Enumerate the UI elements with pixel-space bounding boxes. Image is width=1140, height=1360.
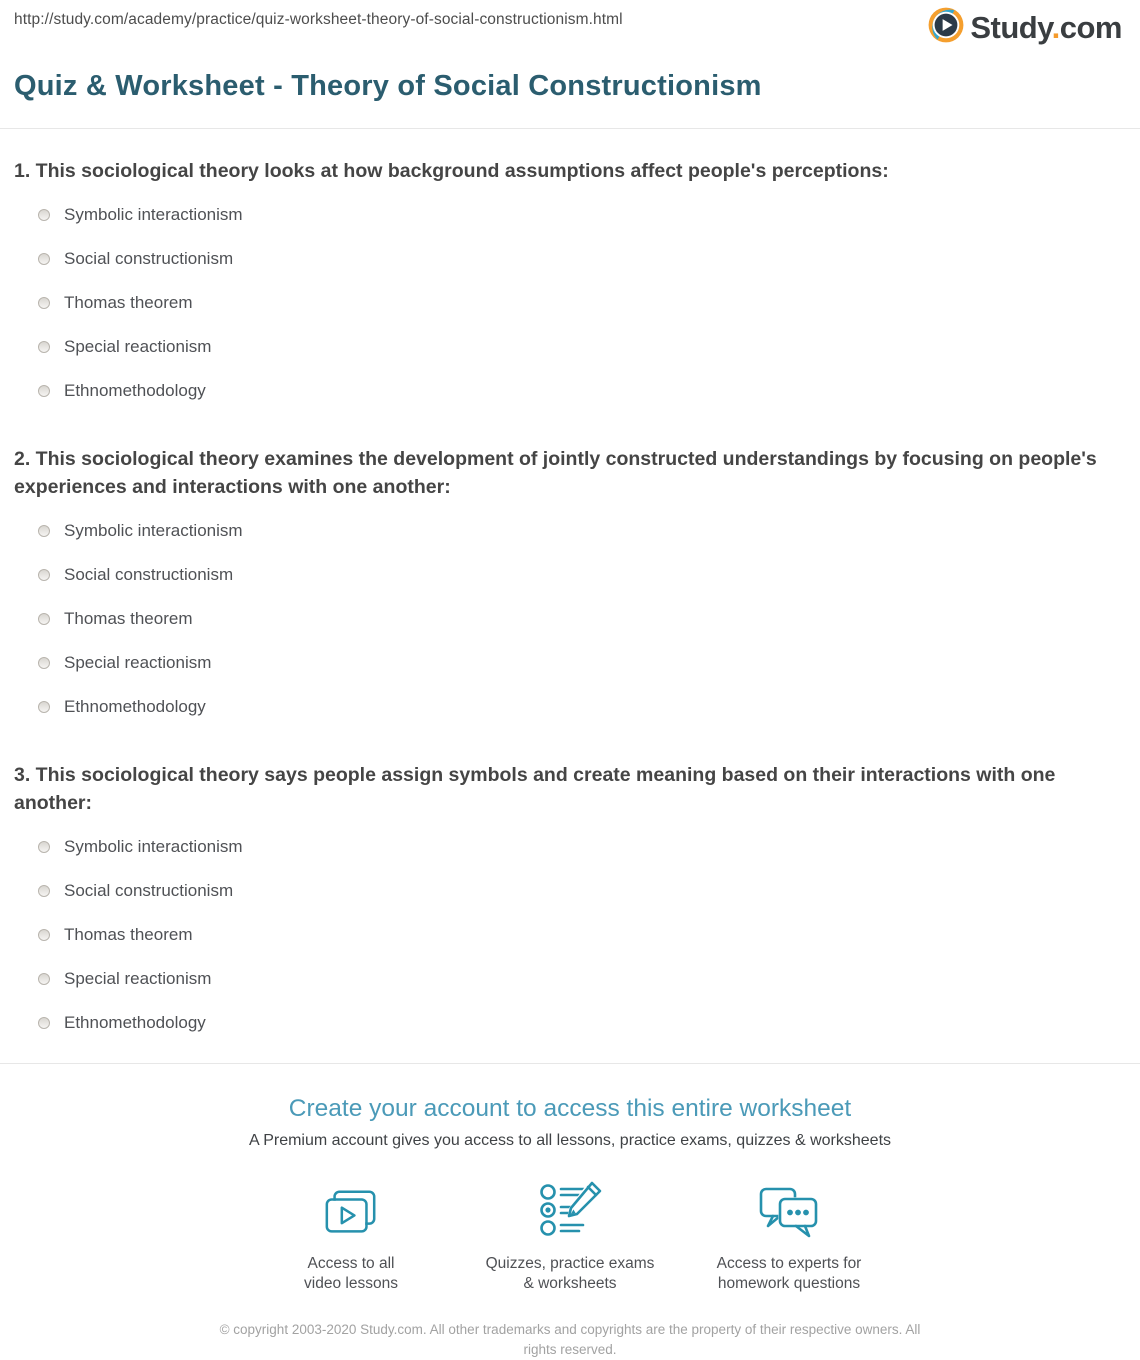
title-divider — [0, 128, 1140, 129]
option-row[interactable] — [14, 553, 1120, 597]
radio-button[interactable] — [38, 701, 50, 713]
question-1-text: 1. This sociological theory looks at how background assumptions affect people's perceptions: — [14, 160, 889, 182]
radio-button[interactable] — [38, 525, 50, 537]
radio-button[interactable] — [38, 297, 50, 309]
study-logo[interactable] — [927, 6, 1122, 49]
study-logo-play-icon — [927, 6, 965, 49]
feature-label: Access to all video lessons — [304, 1255, 398, 1292]
radio-button[interactable] — [38, 841, 50, 853]
radio-button[interactable] — [38, 341, 50, 353]
radio-button[interactable] — [38, 929, 50, 941]
option-label[interactable]: Symbolic interactionism — [64, 205, 243, 224]
feature-label: Quizzes, practice exams & worksheets — [485, 1255, 655, 1292]
radio-button[interactable] — [38, 569, 50, 581]
feature-experts-chat — [680, 1182, 899, 1294]
question-1-options — [14, 193, 1120, 413]
option-label[interactable]: Ethnomethodology — [64, 381, 206, 400]
radio-button[interactable] — [38, 385, 50, 397]
radio-button[interactable] — [38, 657, 50, 669]
option-row[interactable] — [14, 869, 1120, 913]
option-row[interactable] — [14, 369, 1120, 413]
feature-label: Access to experts for homework questions — [716, 1255, 862, 1292]
quizzes-worksheets-icon — [461, 1182, 680, 1240]
question-2-options — [14, 509, 1120, 729]
option-row[interactable] — [14, 325, 1120, 369]
question-2-text: 2. This sociological theory examines the development of jointly constructed understandings by focusing on people's experiences and interactions with one another: — [14, 448, 1097, 498]
question-2 — [14, 445, 1120, 729]
option-label[interactable]: Special reactionism — [64, 337, 212, 356]
option-row[interactable] — [14, 509, 1120, 553]
option-label[interactable]: Thomas theorem — [64, 293, 193, 312]
option-row[interactable] — [14, 237, 1120, 281]
option-label[interactable]: Ethnomethodology — [64, 697, 206, 716]
option-label[interactable]: Thomas theorem — [64, 609, 193, 628]
option-label[interactable]: Special reactionism — [64, 969, 212, 988]
promo-subheading: A Premium account gives you access to all lessons, practice exams, quizzes & worksheets — [248, 1132, 892, 1149]
video-lessons-icon — [242, 1182, 461, 1240]
page-title: Quiz & Worksheet - Theory of Social Constructionism — [14, 70, 762, 102]
radio-button[interactable] — [38, 973, 50, 985]
option-label[interactable]: Thomas theorem — [64, 925, 193, 944]
copyright-text: © copyright 2003-2020 Study.com. All other trademarks and copyrights are the property of their respective owners. All rights reserved. — [219, 1322, 921, 1357]
option-label[interactable]: Ethnomethodology — [64, 1013, 206, 1032]
question-3-options — [14, 825, 1120, 1045]
option-row[interactable] — [14, 825, 1120, 869]
option-label[interactable]: Symbolic interactionism — [64, 837, 243, 856]
experts-chat-icon — [680, 1182, 899, 1240]
option-label[interactable]: Social constructionism — [64, 565, 234, 584]
study-logo-text: Study.com — [970, 9, 1122, 45]
option-row[interactable] — [14, 641, 1120, 685]
question-3-text: 3. This sociological theory says people assign symbols and create meaning based on their interactions with one another: — [14, 764, 1056, 814]
option-row[interactable] — [14, 281, 1120, 325]
option-row[interactable] — [14, 913, 1120, 957]
question-3 — [14, 761, 1120, 1045]
option-row[interactable] — [14, 685, 1120, 729]
page-url: http://study.com/academy/practice/quiz-worksheet-theory-of-social-constructionism.html — [14, 11, 623, 28]
option-label[interactable]: Special reactionism — [64, 653, 212, 672]
question-1 — [14, 157, 1120, 413]
feature-quizzes-worksheets — [461, 1182, 680, 1294]
feature-video-lessons — [242, 1182, 461, 1294]
option-row[interactable] — [14, 597, 1120, 641]
option-row[interactable] — [14, 1001, 1120, 1045]
footer-divider — [0, 1063, 1140, 1064]
promo-section — [0, 1092, 1140, 1360]
radio-button[interactable] — [38, 1017, 50, 1029]
option-row[interactable] — [14, 957, 1120, 1001]
page-header — [0, 0, 1140, 50]
radio-button[interactable] — [38, 209, 50, 221]
option-row[interactable] — [14, 193, 1120, 237]
radio-button[interactable] — [38, 613, 50, 625]
radio-button[interactable] — [38, 885, 50, 897]
option-label[interactable]: Social constructionism — [64, 881, 234, 900]
feature-list — [0, 1182, 1140, 1294]
promo-heading: Create your account to access this entire worksheet — [288, 1095, 852, 1122]
radio-button[interactable] — [38, 253, 50, 265]
option-label[interactable]: Symbolic interactionism — [64, 521, 243, 540]
option-label[interactable]: Social constructionism — [64, 249, 234, 268]
